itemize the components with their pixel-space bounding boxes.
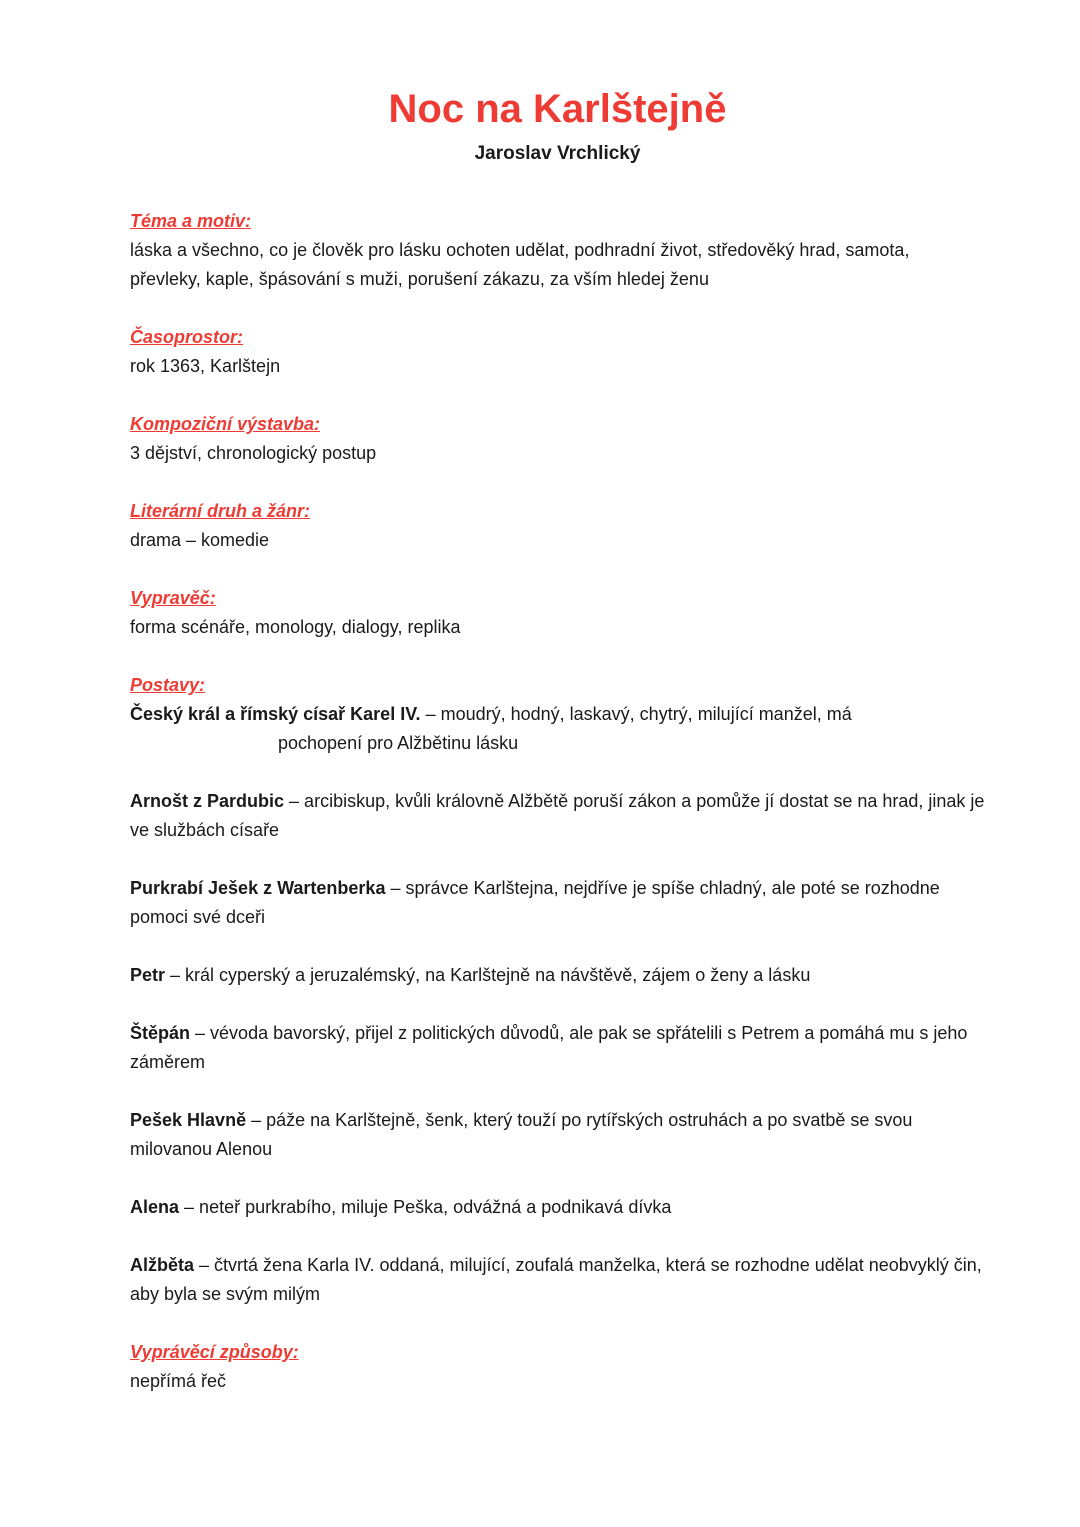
- character-desc: – správce Karlštejna, nejdříve je spíše chladný, ale poté se rozhodne pomoci své dceři: [130, 878, 940, 927]
- section-tema-a-motiv: [130, 207, 985, 294]
- character-name: Petr: [130, 965, 166, 985]
- section-vypraveci-zpusoby: [130, 1338, 985, 1396]
- document-author: Jaroslav Vrchlický: [474, 143, 641, 164]
- character-entry: [130, 961, 985, 990]
- character-name: Český král a římský císař Karel IV.: [130, 704, 421, 724]
- document-title: Noc na Karlštejně: [388, 87, 727, 131]
- character-desc: – čtvrtá žena Karla IV. oddaná, milující, zoufalá manželka, která se rozhodne udělat neobvyklý čin, aby byla se svým milým: [130, 1255, 982, 1304]
- section-postavy: [130, 671, 985, 1309]
- character-entry: [130, 1019, 985, 1077]
- section-body: nepřímá řeč: [130, 1371, 227, 1391]
- character-desc: – arcibiskup, kvůli královně Alžbětě poruší zákon a pomůže jí dostat se na hrad, jinak je ve službách císaře: [130, 791, 985, 840]
- section-heading: Postavy:: [130, 675, 206, 695]
- character-desc: – vévoda bavorský, přijel z politických důvodů, ale pak se spřátelili s Petrem a pomáhá mu s jeho záměrem: [130, 1023, 968, 1072]
- section-body: 3 dějství, chronologický postup: [130, 443, 377, 463]
- character-entry: [130, 874, 985, 932]
- character-entry: [130, 787, 985, 845]
- character-entry: [130, 1106, 985, 1164]
- character-name: Alena: [130, 1197, 180, 1217]
- section-heading: Kompoziční výstavba:: [130, 414, 321, 434]
- section-heading: Časoprostor:: [130, 327, 244, 347]
- character-desc: – neteř purkrabího, miluje Peška, odvážná a podnikavá dívka: [184, 1197, 672, 1217]
- character-entry: [130, 1251, 985, 1309]
- character-name: Purkrabí Ješek z Wartenberka: [130, 878, 386, 898]
- character-desc: – král cyperský a jeruzalémský, na Karlštejně na návštěvě, zájem o ženy a lásku: [170, 965, 811, 985]
- character-entry: [130, 1193, 985, 1222]
- character-desc: – moudrý, hodný, laskavý, chytrý, milující manžel, má: [425, 704, 852, 724]
- character-name: Pešek Hlavně: [130, 1110, 247, 1130]
- section-heading: Vyprávěcí způsoby:: [130, 1342, 299, 1362]
- section-vypravec: [130, 584, 985, 642]
- section-casoprostor: [130, 323, 985, 381]
- section-body: rok 1363, Karlštejn: [130, 356, 281, 376]
- section-literarni-druh-a-zanr: [130, 497, 985, 555]
- section-body: láska a všechno, co je člověk pro lásku ochoten udělat, podhradní život, středověký hrad, samota, převleky, kaple, špásování s muži, porušení zákazu, za vším hledej ženu: [130, 240, 910, 289]
- section-heading: Téma a motiv:: [130, 211, 252, 231]
- title-block: [130, 85, 985, 165]
- character-name: Arnošt z Pardubic: [130, 791, 285, 811]
- character-name: Štěpán: [130, 1023, 191, 1043]
- section-body: forma scénáře, monology, dialogy, replika: [130, 617, 461, 637]
- character-name: Alžběta: [130, 1255, 195, 1275]
- character-entry: [130, 700, 985, 758]
- section-body: drama – komedie: [130, 530, 270, 550]
- character-desc-continued: pochopení pro Alžbětinu lásku: [278, 733, 519, 753]
- section-heading: Vypravěč:: [130, 588, 216, 608]
- section-heading: Literární druh a žánr:: [130, 501, 311, 521]
- section-kompozicni-vystavba: [130, 410, 985, 468]
- character-desc: – páže na Karlštejně, šenk, který touží po rytířských ostruhách a po svatbě se svou milovanou Alenou: [130, 1110, 913, 1159]
